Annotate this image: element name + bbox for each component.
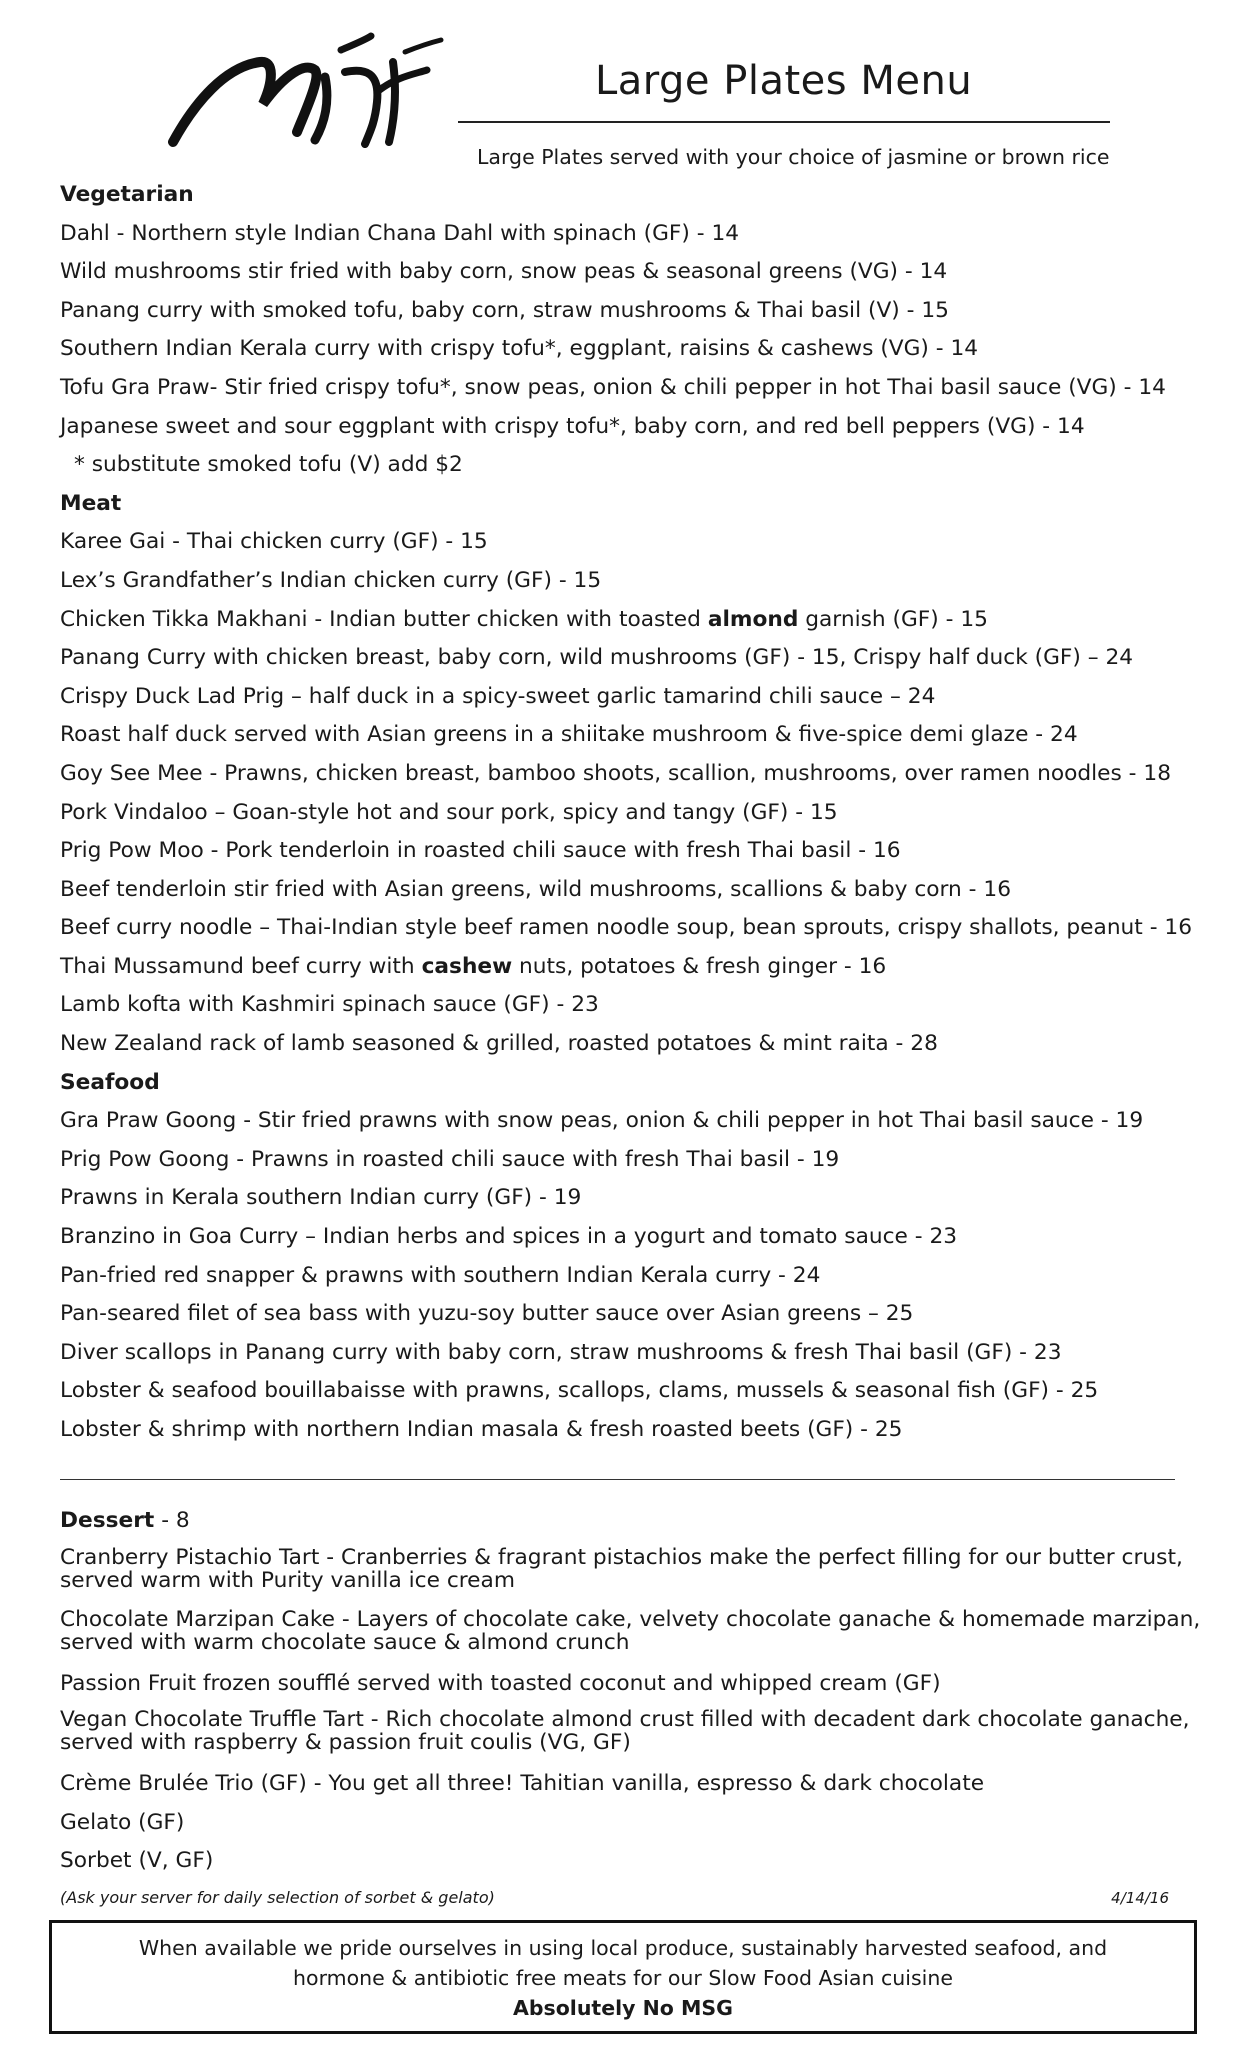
title-divider: [458, 121, 1110, 123]
menu-item: Prig Pow Moo - Pork tenderloin in roasted chili sauce with fresh Thai basil - 16: [60, 838, 901, 864]
menu-item: Wild mushrooms stir fried with baby corn, snow peas & seasonal greens (VG) - 14: [60, 259, 948, 285]
dessert-price: - 8: [154, 1508, 190, 1533]
menu-item: Goy See Mee - Prawns, chicken breast, bamboo shoots, scallion, mushrooms, over ramen noodles - 18: [60, 760, 1171, 786]
dessert-item-line: served with warm chocolate sauce & almond crunch: [60, 1629, 630, 1655]
page-title: Large Plates Menu: [595, 58, 973, 104]
dessert-item: [60, 1541, 1210, 1592]
menu-item: New Zealand rack of lamb seasoned & grilled, roasted potatoes & mint raita - 28: [60, 1031, 938, 1057]
dessert-item: [60, 1703, 1210, 1754]
menu-item: Lobster & shrimp with northern Indian masala & fresh roasted beets (GF) - 25: [60, 1417, 903, 1442]
menu-item: Southern Indian Kerala curry with crispy tofu*, eggplant, raisins & cashews (VG) - 14: [60, 336, 979, 362]
menu-item: [60, 601, 1200, 640]
menu-item: Karee Gai - Thai chicken curry (GF) - 15: [60, 529, 488, 555]
section-heading-seafood: Seafood: [60, 1069, 160, 1095]
dessert-item: [60, 1603, 1210, 1654]
item-text: Chicken Tikka Makhani - Indian butter chicken with toasted: [60, 606, 708, 632]
dessert-heading: [60, 1502, 1210, 1541]
section-heading-dessert: Dessert: [60, 1508, 155, 1533]
sorbet-gelato-note: (Ask your server for daily selection of sorbet & gelato): [60, 1888, 495, 1907]
menu-item: Prig Pow Goong - Prawns in roasted chili sauce with fresh Thai basil - 19: [60, 1146, 840, 1172]
dessert-item: Crème Brulée Trio (GF) - You get all three! Tahitian vanilla, espresso & dark chocolate: [60, 1771, 985, 1797]
dessert-item: Sorbet (V, GF): [60, 1848, 214, 1874]
menu-item: Diver scallops in Panang curry with baby corn, straw mushrooms & fresh Thai basil (GF) - 23: [60, 1339, 1062, 1365]
dessert-item: Passion Fruit frozen soufflé served with toasted coconut and whipped cream (GF): [60, 1670, 941, 1696]
sourcing-line: hormone & antibiotic free meats for our Slow Food Asian cuisine: [293, 1966, 953, 1990]
menu-list: [60, 176, 1200, 1450]
item-text: Thai Mussamund beef curry with: [60, 953, 422, 979]
no-msg-statement: Absolutely No MSG: [512, 1996, 734, 2020]
tofu-substitution-note: * substitute smoked tofu (V) add $2: [74, 452, 463, 478]
menu-date: 4/14/16: [1111, 1889, 1169, 1907]
menu-item: Beef tenderloin stir fried with Asian greens, wild mushrooms, scallions & baby corn - 16: [60, 876, 1011, 902]
menu-item: Lamb kofta with Kashmiri spinach sauce (GF) - 23: [60, 992, 599, 1018]
rice-note: Large Plates served with your choice of jasmine or brown rice: [477, 145, 1110, 169]
menu-item: Gra Praw Goong - Stir fried prawns with snow peas, onion & chili pepper in hot Thai basil sauce - 19: [60, 1108, 1144, 1134]
menu-item: Lobster & seafood bouillabaisse with prawns, scallops, clams, mussels & seasonal fish (GF) - 25: [60, 1378, 1099, 1404]
menu-item: Crispy Duck Lad Prig – half duck in a spicy-sweet garlic tamarind chili sauce – 24: [60, 683, 936, 709]
menu-item: Lex’s Grandfather’s Indian chicken curry (GF) - 15: [60, 567, 602, 593]
dessert-item-line: served with raspberry & passion fruit coulis (VG, GF): [60, 1730, 631, 1756]
dessert-item-line: Vegan Chocolate Truffle Tart - Rich chocolate almond crust filled with decadent dark chocolate ganache,: [60, 1707, 1190, 1733]
restaurant-logo: [165, 32, 445, 152]
allergen-highlight: almond: [707, 606, 799, 632]
section-divider: [60, 1479, 1175, 1480]
menu-item: Panang Curry with chicken breast, baby corn, wild mushrooms (GF) - 15, Crispy half duck (GF) – 24: [60, 645, 1134, 671]
menu-item: Tofu Gra Praw- Stir fried crispy tofu*, snow peas, onion & chili pepper in hot Thai basil sauce (VG) - 14: [60, 374, 1166, 400]
sourcing-line: When available we pride ourselves in using local produce, sustainably harvested seafood, and: [138, 1936, 1108, 1960]
item-text: garnish (GF) - 15: [798, 606, 988, 632]
menu-item: [60, 948, 1200, 987]
menu-item: Panang curry with smoked tofu, baby corn, straw mushrooms & Thai basil (V) - 15: [60, 297, 949, 323]
menu-item: Pork Vindaloo – Goan-style hot and sour pork, spicy and tangy (GF) - 15: [60, 799, 838, 825]
menu-item: Pan-seared filet of sea bass with yuzu-soy butter sauce over Asian greens – 25: [60, 1301, 914, 1327]
menu-item: Pan-fried red snapper & prawns with southern Indian Kerala curry - 24: [60, 1262, 821, 1288]
allergen-highlight: cashew: [421, 953, 513, 979]
dessert-item-line: served warm with Purity vanilla ice cream: [60, 1567, 515, 1593]
menu-item: Branzino in Goa Curry – Indian herbs and spices in a yogurt and tomato sauce - 23: [60, 1224, 958, 1250]
dessert-section: [60, 1502, 1210, 1881]
sourcing-statement-box: [49, 1920, 1197, 2034]
dessert-item: Gelato (GF): [60, 1809, 185, 1835]
section-heading-meat: Meat: [60, 490, 122, 516]
section-heading-vegetarian: Vegetarian: [60, 182, 194, 207]
menu-item: Roast half duck served with Asian greens in a shiitake mushroom & five-spice demi glaze - 24: [60, 722, 1078, 748]
menu-item: Beef curry noodle – Thai-Indian style beef ramen noodle soup, bean sprouts, crispy shallots, peanut - 16: [60, 915, 1193, 941]
menu-item: Prawns in Kerala southern Indian curry (GF) - 19: [60, 1185, 582, 1211]
dessert-item-line: Chocolate Marzipan Cake - Layers of chocolate cake, velvety chocolate ganache & homemade marzipan,: [60, 1606, 1201, 1632]
menu-item: Japanese sweet and sour eggplant with crispy tofu*, baby corn, and red bell peppers (VG) - 14: [60, 413, 1085, 439]
item-text: nuts, potatoes & fresh ginger - 16: [512, 953, 887, 979]
menu-item: Dahl - Northern style Indian Chana Dahl with spinach (GF) - 14: [60, 220, 740, 246]
dessert-item-line: Cranberry Pistachio Tart - Cranberries & fragrant pistachios make the perfect filling for our butter crust,: [60, 1544, 1183, 1570]
